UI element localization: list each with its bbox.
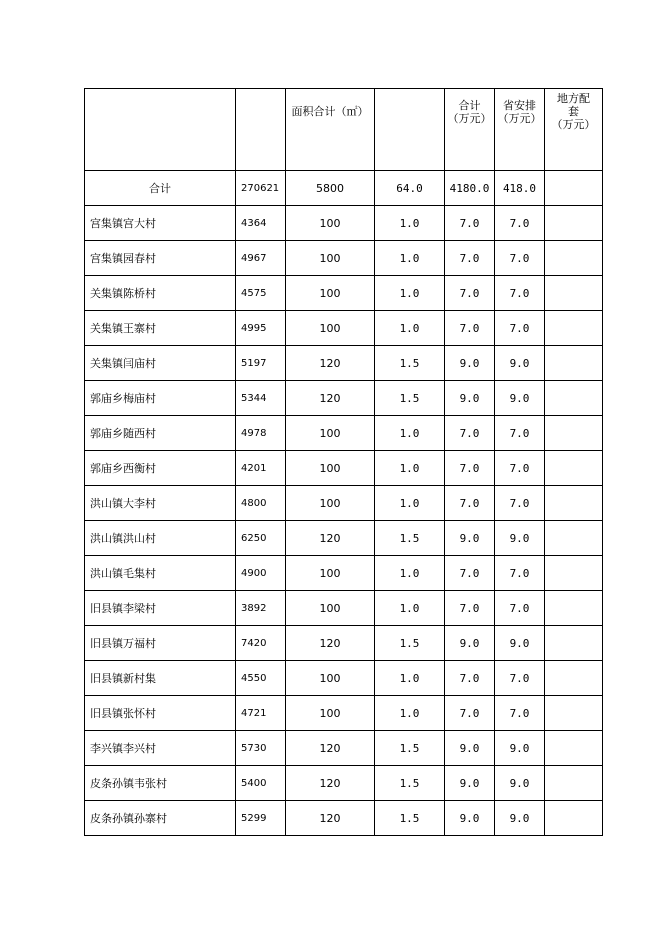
local-amount [545, 276, 603, 311]
total-amount: 7.0 [445, 276, 495, 311]
province-amount: 7.0 [495, 661, 545, 696]
province-amount: 7.0 [495, 416, 545, 451]
area: 120 [286, 801, 375, 836]
total-local [545, 171, 603, 206]
total-c4: 64.0 [375, 171, 445, 206]
table-row [85, 766, 603, 801]
value-c4: 1.0 [375, 591, 445, 626]
local-amount [545, 311, 603, 346]
local-amount [545, 626, 603, 661]
population: 6250 [236, 521, 286, 556]
local-amount [545, 206, 603, 241]
local-amount [545, 556, 603, 591]
total-amount: 7.0 [445, 556, 495, 591]
value-c4: 1.0 [375, 416, 445, 451]
table-row [85, 626, 603, 661]
table-row [85, 486, 603, 521]
province-amount: 9.0 [495, 731, 545, 766]
province-amount: 9.0 [495, 801, 545, 836]
table-row [85, 591, 603, 626]
table-row [85, 696, 603, 731]
area: 100 [286, 416, 375, 451]
table-header-row [85, 89, 603, 171]
header-cell-local [545, 89, 603, 171]
area: 120 [286, 381, 375, 416]
total-amount: 7.0 [445, 311, 495, 346]
population: 5299 [236, 801, 286, 836]
area: 120 [286, 766, 375, 801]
table-row [85, 556, 603, 591]
header-local-line1: 地方配 [557, 92, 590, 105]
local-amount [545, 416, 603, 451]
local-amount [545, 661, 603, 696]
population: 7420 [236, 626, 286, 661]
total-prov: 418.0 [495, 171, 545, 206]
province-amount: 7.0 [495, 696, 545, 731]
header-cell-province [495, 89, 545, 171]
local-amount [545, 521, 603, 556]
population: 3892 [236, 591, 286, 626]
total-amount: 7.0 [445, 451, 495, 486]
province-amount: 9.0 [495, 626, 545, 661]
province-amount: 7.0 [495, 276, 545, 311]
village-name: 洪山镇毛集村 [85, 556, 236, 591]
table-row [85, 241, 603, 276]
header-cell-2 [236, 89, 286, 171]
total-sum: 4180.0 [445, 171, 495, 206]
area: 120 [286, 346, 375, 381]
population: 4967 [236, 241, 286, 276]
total-amount: 9.0 [445, 381, 495, 416]
province-amount: 7.0 [495, 486, 545, 521]
province-amount: 9.0 [495, 381, 545, 416]
village-name: 洪山镇洪山村 [85, 521, 236, 556]
population: 4575 [236, 276, 286, 311]
population: 4995 [236, 311, 286, 346]
table-row [85, 276, 603, 311]
village-name: 关集镇陈桥村 [85, 276, 236, 311]
total-amount: 7.0 [445, 486, 495, 521]
population: 4550 [236, 661, 286, 696]
total-amount: 7.0 [445, 661, 495, 696]
value-c4: 1.0 [375, 696, 445, 731]
total-amount: 9.0 [445, 731, 495, 766]
value-c4: 1.0 [375, 206, 445, 241]
data-table [84, 88, 603, 836]
population: 4978 [236, 416, 286, 451]
village-name: 李兴镇李兴村 [85, 731, 236, 766]
value-c4: 1.5 [375, 521, 445, 556]
table-row [85, 801, 603, 836]
total-area: 5800 [286, 171, 375, 206]
table-row [85, 451, 603, 486]
total-amount: 9.0 [445, 521, 495, 556]
header-province-line2: （万元） [497, 112, 542, 125]
province-amount: 7.0 [495, 591, 545, 626]
area: 120 [286, 731, 375, 766]
table-row [85, 521, 603, 556]
population: 5197 [236, 346, 286, 381]
total-amount: 7.0 [445, 416, 495, 451]
local-amount [545, 591, 603, 626]
province-amount: 7.0 [495, 241, 545, 276]
value-c4: 1.0 [375, 556, 445, 591]
total-amount: 9.0 [445, 801, 495, 836]
header-total-line2: （万元） [447, 112, 492, 125]
value-c4: 1.0 [375, 241, 445, 276]
value-c4: 1.5 [375, 731, 445, 766]
area: 100 [286, 696, 375, 731]
local-amount [545, 346, 603, 381]
value-c4: 1.5 [375, 766, 445, 801]
header-cell-4 [375, 89, 445, 171]
table-row [85, 731, 603, 766]
village-name: 郭庙乡随西村 [85, 416, 236, 451]
value-c4: 1.0 [375, 276, 445, 311]
province-amount: 9.0 [495, 346, 545, 381]
area: 100 [286, 276, 375, 311]
village-name: 旧县镇张怀村 [85, 696, 236, 731]
header-total-line1: 合计 [458, 99, 481, 112]
village-name: 旧县镇李梁村 [85, 591, 236, 626]
province-amount: 9.0 [495, 521, 545, 556]
village-name: 宫集镇宫大村 [85, 206, 236, 241]
value-c4: 1.5 [375, 626, 445, 661]
total-amount: 7.0 [445, 241, 495, 276]
village-name: 洪山镇大李村 [85, 486, 236, 521]
header-local-line2: 套 [568, 105, 579, 118]
area: 100 [286, 311, 375, 346]
province-amount: 7.0 [495, 556, 545, 591]
province-amount: 7.0 [495, 206, 545, 241]
table-row [85, 381, 603, 416]
local-amount [545, 766, 603, 801]
local-amount [545, 241, 603, 276]
population: 5344 [236, 381, 286, 416]
area: 100 [286, 591, 375, 626]
population: 5730 [236, 731, 286, 766]
header-province-line1: 省安排 [503, 99, 536, 112]
table-row [85, 311, 603, 346]
area: 100 [286, 241, 375, 276]
value-c4: 1.0 [375, 311, 445, 346]
area: 100 [286, 206, 375, 241]
header-local-line3: （万元） [551, 118, 596, 131]
population: 4900 [236, 556, 286, 591]
area: 100 [286, 556, 375, 591]
population: 4201 [236, 451, 286, 486]
area: 100 [286, 486, 375, 521]
value-c4: 1.5 [375, 381, 445, 416]
village-name: 皮条孙镇孙寨村 [85, 801, 236, 836]
village-name: 旧县镇新村集 [85, 661, 236, 696]
total-label: 合计 [85, 171, 236, 206]
total-amount: 9.0 [445, 346, 495, 381]
local-amount [545, 486, 603, 521]
province-amount: 7.0 [495, 451, 545, 486]
header-cell-total [445, 89, 495, 171]
total-amount: 9.0 [445, 626, 495, 661]
province-amount: 9.0 [495, 766, 545, 801]
value-c4: 1.0 [375, 486, 445, 521]
village-name: 关集镇王寨村 [85, 311, 236, 346]
local-amount [545, 451, 603, 486]
total-amount: 7.0 [445, 696, 495, 731]
area: 100 [286, 661, 375, 696]
table-row [85, 661, 603, 696]
local-amount [545, 731, 603, 766]
value-c4: 1.0 [375, 451, 445, 486]
province-amount: 7.0 [495, 311, 545, 346]
village-name: 关集镇闫庙村 [85, 346, 236, 381]
value-c4: 1.5 [375, 801, 445, 836]
total-row [85, 171, 603, 206]
population: 4800 [236, 486, 286, 521]
local-amount [545, 696, 603, 731]
table-row [85, 346, 603, 381]
area: 100 [286, 451, 375, 486]
total-amount: 7.0 [445, 591, 495, 626]
village-name: 旧县镇万福村 [85, 626, 236, 661]
table-row [85, 206, 603, 241]
value-c4: 1.0 [375, 661, 445, 696]
population: 4721 [236, 696, 286, 731]
total-pop: 270621 [236, 171, 286, 206]
local-amount [545, 801, 603, 836]
population: 5400 [236, 766, 286, 801]
village-name: 郭庙乡西衡村 [85, 451, 236, 486]
area: 120 [286, 626, 375, 661]
village-name: 宫集镇园春村 [85, 241, 236, 276]
population: 4364 [236, 206, 286, 241]
local-amount [545, 381, 603, 416]
village-name: 郭庙乡梅庙村 [85, 381, 236, 416]
header-cell-1 [85, 89, 236, 171]
total-amount: 9.0 [445, 766, 495, 801]
area: 120 [286, 521, 375, 556]
total-amount: 7.0 [445, 206, 495, 241]
header-cell-area: 面积合计（㎡） [286, 89, 375, 171]
value-c4: 1.5 [375, 346, 445, 381]
table-row [85, 416, 603, 451]
village-name: 皮条孙镇韦张村 [85, 766, 236, 801]
